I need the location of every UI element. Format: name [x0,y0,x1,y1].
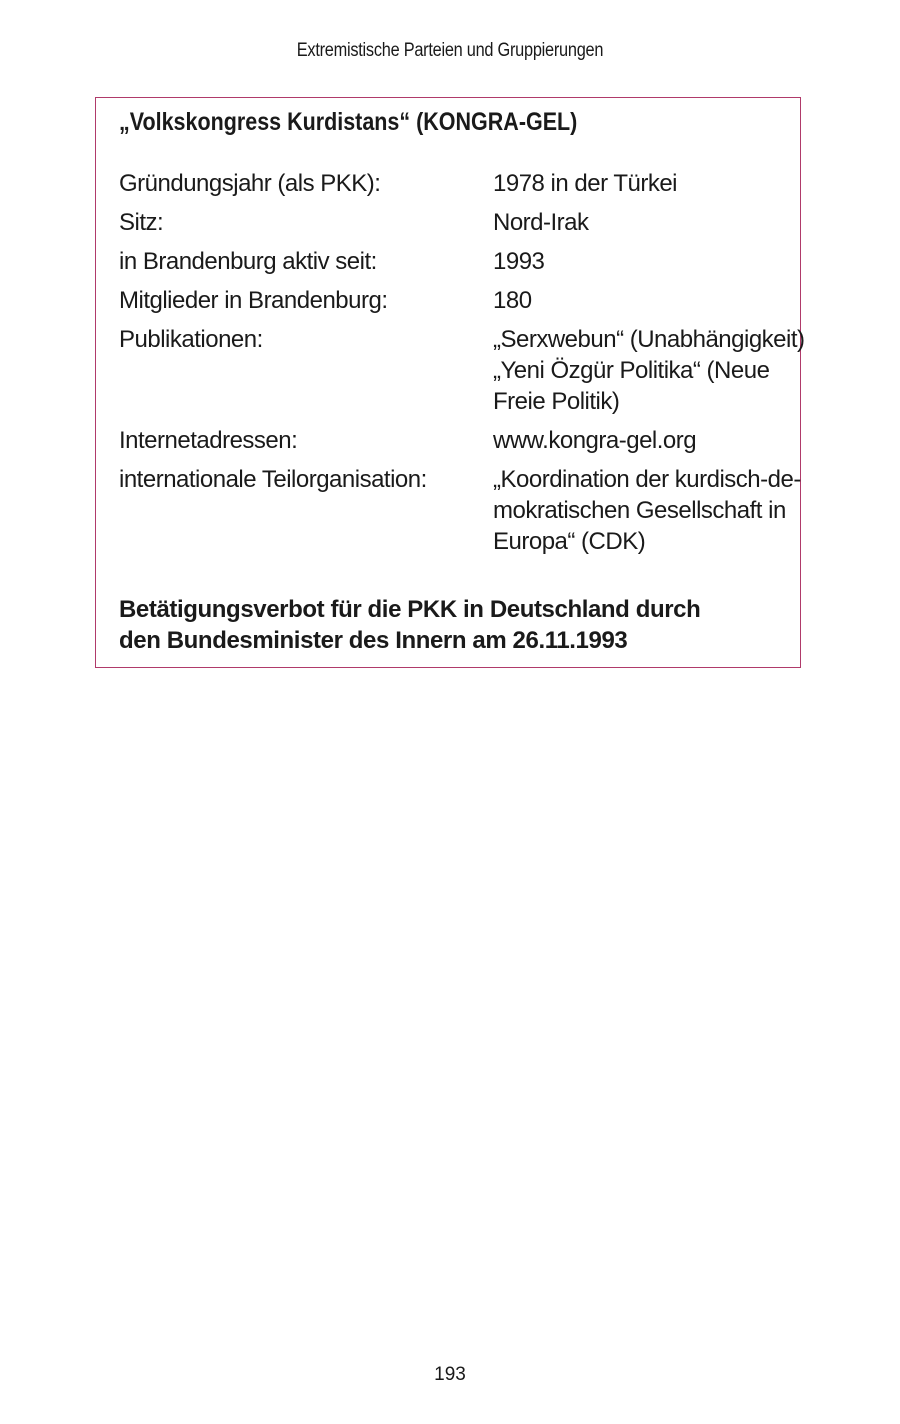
fact-value-line: 1978 in der Türkei [493,170,678,197]
ban-notice [119,594,700,656]
fact-row-founding-year [119,168,789,199]
fact-value [493,246,789,277]
box-title: „Volkskongress Kurdistans“ (KONGRA-GEL) [119,108,578,136]
page-number: 193 [434,1364,466,1385]
fact-value-line: „Yeni Özgür Politika“ (Neue [493,357,770,384]
info-box [95,97,805,668]
fact-value [493,168,789,199]
fact-value-line: 1993 [493,248,545,275]
fact-label: Mitglieder in Brandenburg: [119,287,388,314]
fact-value-line: mokratischen Gesellschaft in [493,497,786,524]
fact-value-line: www.kongra-gel.org [493,427,697,454]
fact-row-sub-organisation [119,464,801,557]
fact-value [493,285,789,316]
fact-value-line: 180 [493,287,532,314]
fact-label: Sitz: [119,209,164,236]
fact-value [493,207,789,238]
fact-value [493,324,805,417]
fact-row-active-since [119,246,789,277]
fact-label: in Brandenburg aktiv seit: [119,248,377,275]
fact-row-members [119,285,789,316]
fact-value [493,464,801,557]
fact-label: internationale Teilorganisation: [119,466,427,493]
fact-value-line: Freie Politik) [493,388,620,415]
fact-row-publications [119,324,805,417]
fact-label: Gründungsjahr (als PKK): [119,170,381,197]
fact-value-line: „Koordination der kurdisch-de- [493,466,801,493]
ban-notice-line: Betätigungsverbot für die PKK in Deutschland durch [119,596,701,623]
fact-value-line: Europa“ (CDK) [493,528,646,555]
fact-value-line: „Serxwebun“ (Unabhängigkeit) [493,326,805,353]
fact-value [493,425,789,456]
facts-table [119,168,805,557]
fact-label: Publikationen: [119,326,263,353]
fact-value-line: Nord-Irak [493,209,589,236]
fact-row-seat [119,207,789,238]
fact-label: Internetadressen: [119,427,298,454]
ban-notice-line: den Bundesminister des Innern am 26.11.1993 [119,627,628,654]
running-header: Extremistische Parteien und Gruppierungen [296,40,604,61]
fact-row-internet [119,425,789,456]
